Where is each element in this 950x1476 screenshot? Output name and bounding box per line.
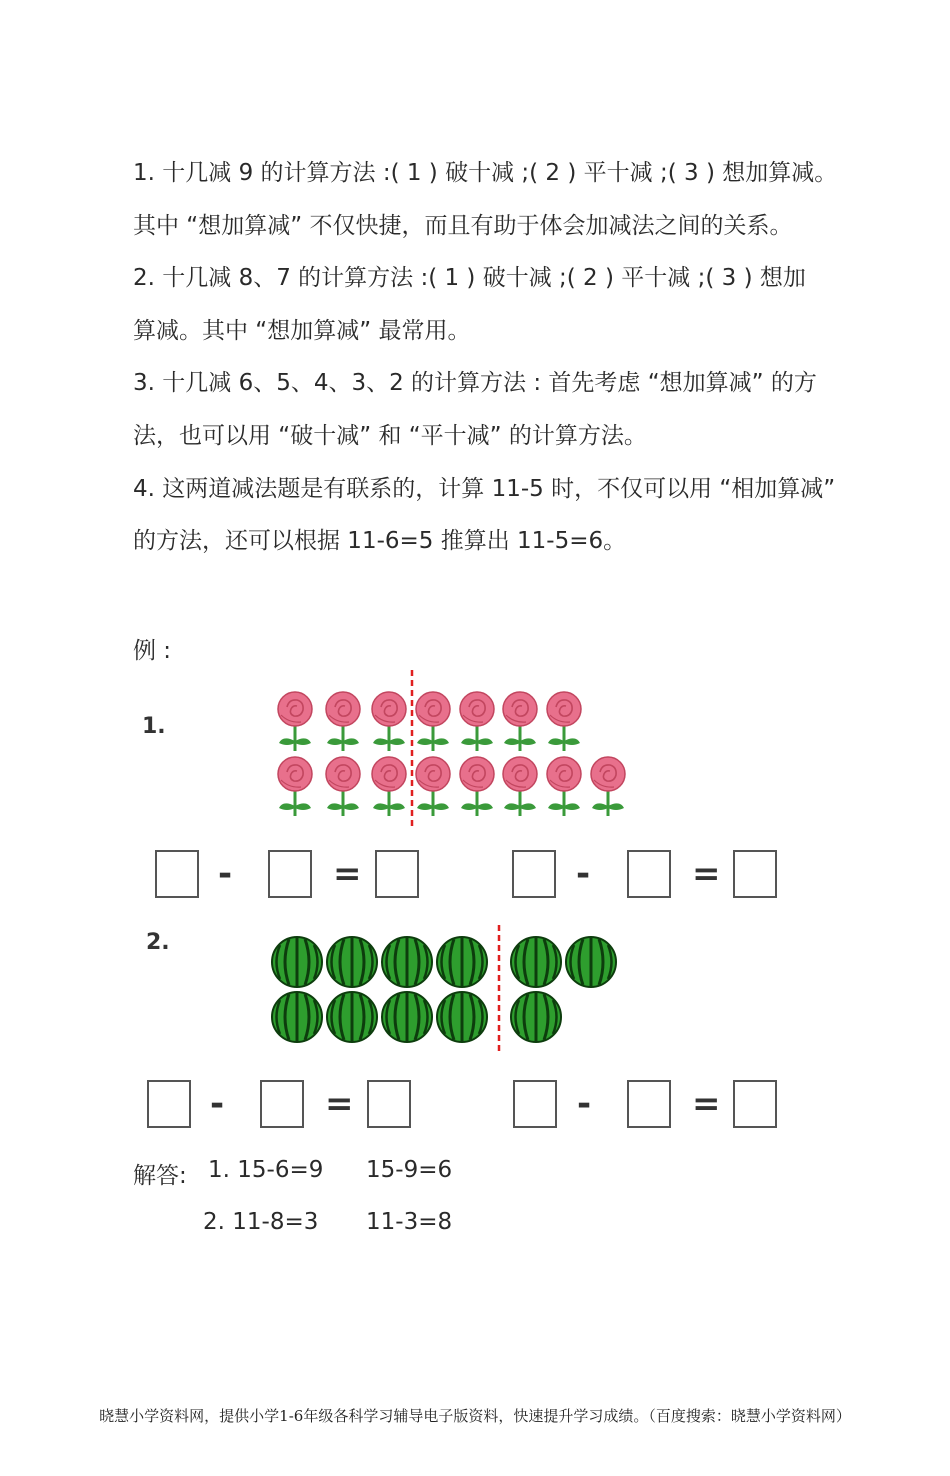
answer-box[interactable]	[260, 1080, 304, 1128]
answer-box[interactable]	[513, 1080, 557, 1128]
answers-label: 解答:	[133, 1163, 187, 1189]
paragraph-line-7: 4. 这两道减法题是有联系的，计算 11-5 时，不仅可以用 “相加算减”	[133, 476, 836, 502]
equals-sign: =	[325, 1084, 354, 1124]
minus-sign: -	[576, 854, 591, 894]
minus-sign: -	[210, 1084, 225, 1124]
equals-sign: =	[692, 854, 721, 894]
paragraph-line-1: 1. 十几减 9 的计算方法 :( 1 ) 破十减 ;( 2 ) 平十减 ;( 3 ) 想加算减。	[133, 160, 838, 186]
paragraph-line-3: 2. 十几减 8、7 的计算方法 :( 1 ) 破十减 ;( 2 ) 平十减 ;( 3 ) 想加	[133, 265, 806, 291]
example-2-number: 2.	[146, 930, 170, 955]
watermelon-row-2	[272, 992, 561, 1042]
paragraph-line-5: 3. 十几减 6、5、4、3、2 的计算方法 : 首先考虑 “想加算减” 的方	[133, 370, 817, 396]
answer-box[interactable]	[733, 1080, 777, 1128]
answer-1a: 1. 15-6=9	[208, 1157, 324, 1183]
paragraph-line-6: 法，也可以用 “破十减” 和 “平十减” 的计算方法。	[133, 423, 647, 449]
answer-2b: 11-3=8	[366, 1209, 453, 1235]
minus-sign: -	[577, 1084, 592, 1124]
answer-box[interactable]	[367, 1080, 411, 1128]
answer-1b: 15-9=6	[366, 1157, 453, 1183]
example-label: 例 :	[133, 638, 172, 664]
equals-sign: =	[692, 1084, 721, 1124]
paragraph-line-2: 其中 “想加算减” 不仅快捷，而且有助于体会加减法之间的关系。	[133, 213, 793, 239]
minus-sign: -	[218, 854, 233, 894]
paragraph-line-8: 的方法，还可以根据 11-6=5 推算出 11-5=6。	[133, 528, 627, 554]
equals-sign: =	[333, 854, 362, 894]
answer-box[interactable]	[627, 1080, 671, 1128]
watermelon-row-1	[272, 937, 616, 987]
paragraph-line-4: 算减。其中 “想加算减” 最常用。	[133, 318, 471, 344]
example-1-number: 1.	[142, 714, 166, 739]
footer-text: 晓慧小学资料网，提供小学1-6年级各科学习辅导电子版资料，快速提升学习成绩。（百度搜索：晓慧小学资料网）	[99, 1407, 851, 1425]
example-2-equation-left	[0, 1080, 950, 1132]
answer-2a: 2. 11-8=3	[203, 1209, 319, 1235]
answer-box[interactable]	[147, 1080, 191, 1128]
